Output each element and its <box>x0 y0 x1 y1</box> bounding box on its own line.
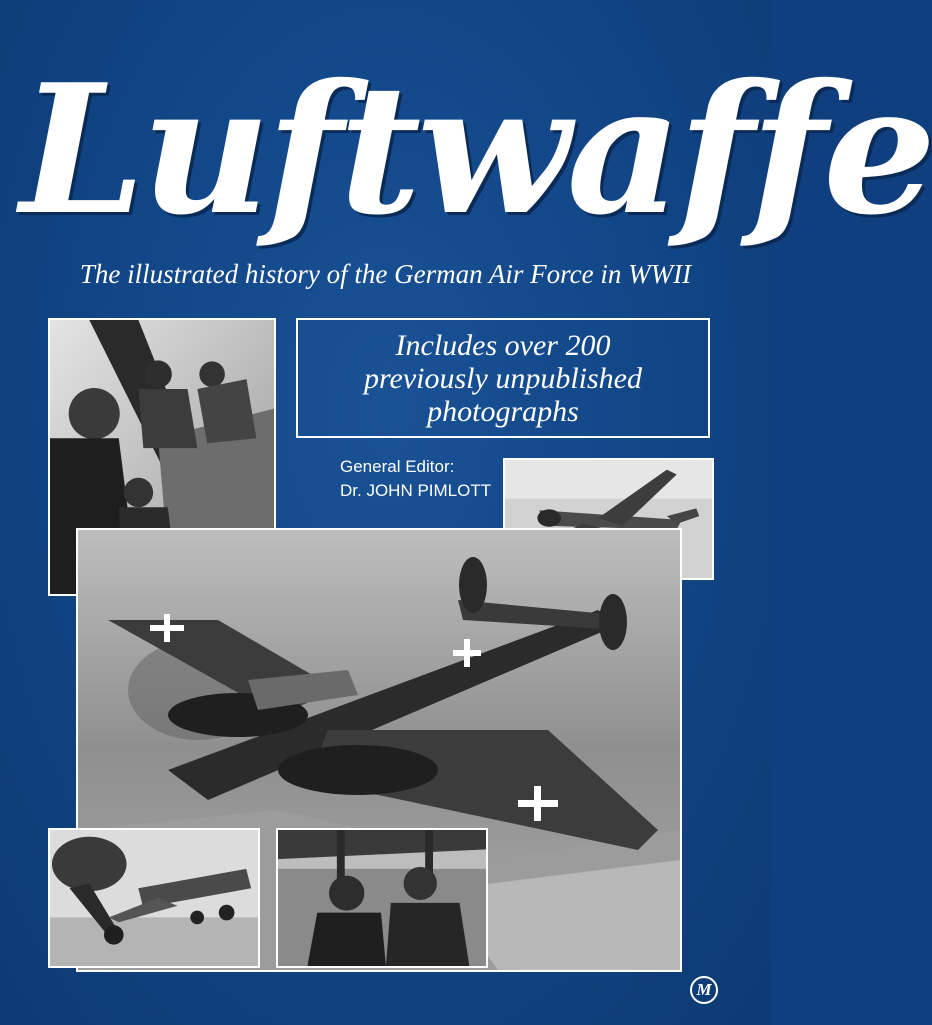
book-title: Luftwaffe <box>20 45 932 254</box>
editor-name: Dr. JOHN PIMLOTT <box>340 481 492 500</box>
publisher-logo: M <box>690 976 718 1004</box>
airfield-fighters-photo <box>48 828 260 968</box>
promo-box <box>296 318 710 438</box>
book-subtitle: The illustrated history of the German Air Force in WWII <box>79 259 692 289</box>
promo-text: Includes over 200 previously unpublished photographs <box>363 328 642 428</box>
editor-label: General Editor: <box>340 457 455 476</box>
cockpit-crew-photo <box>276 828 488 968</box>
